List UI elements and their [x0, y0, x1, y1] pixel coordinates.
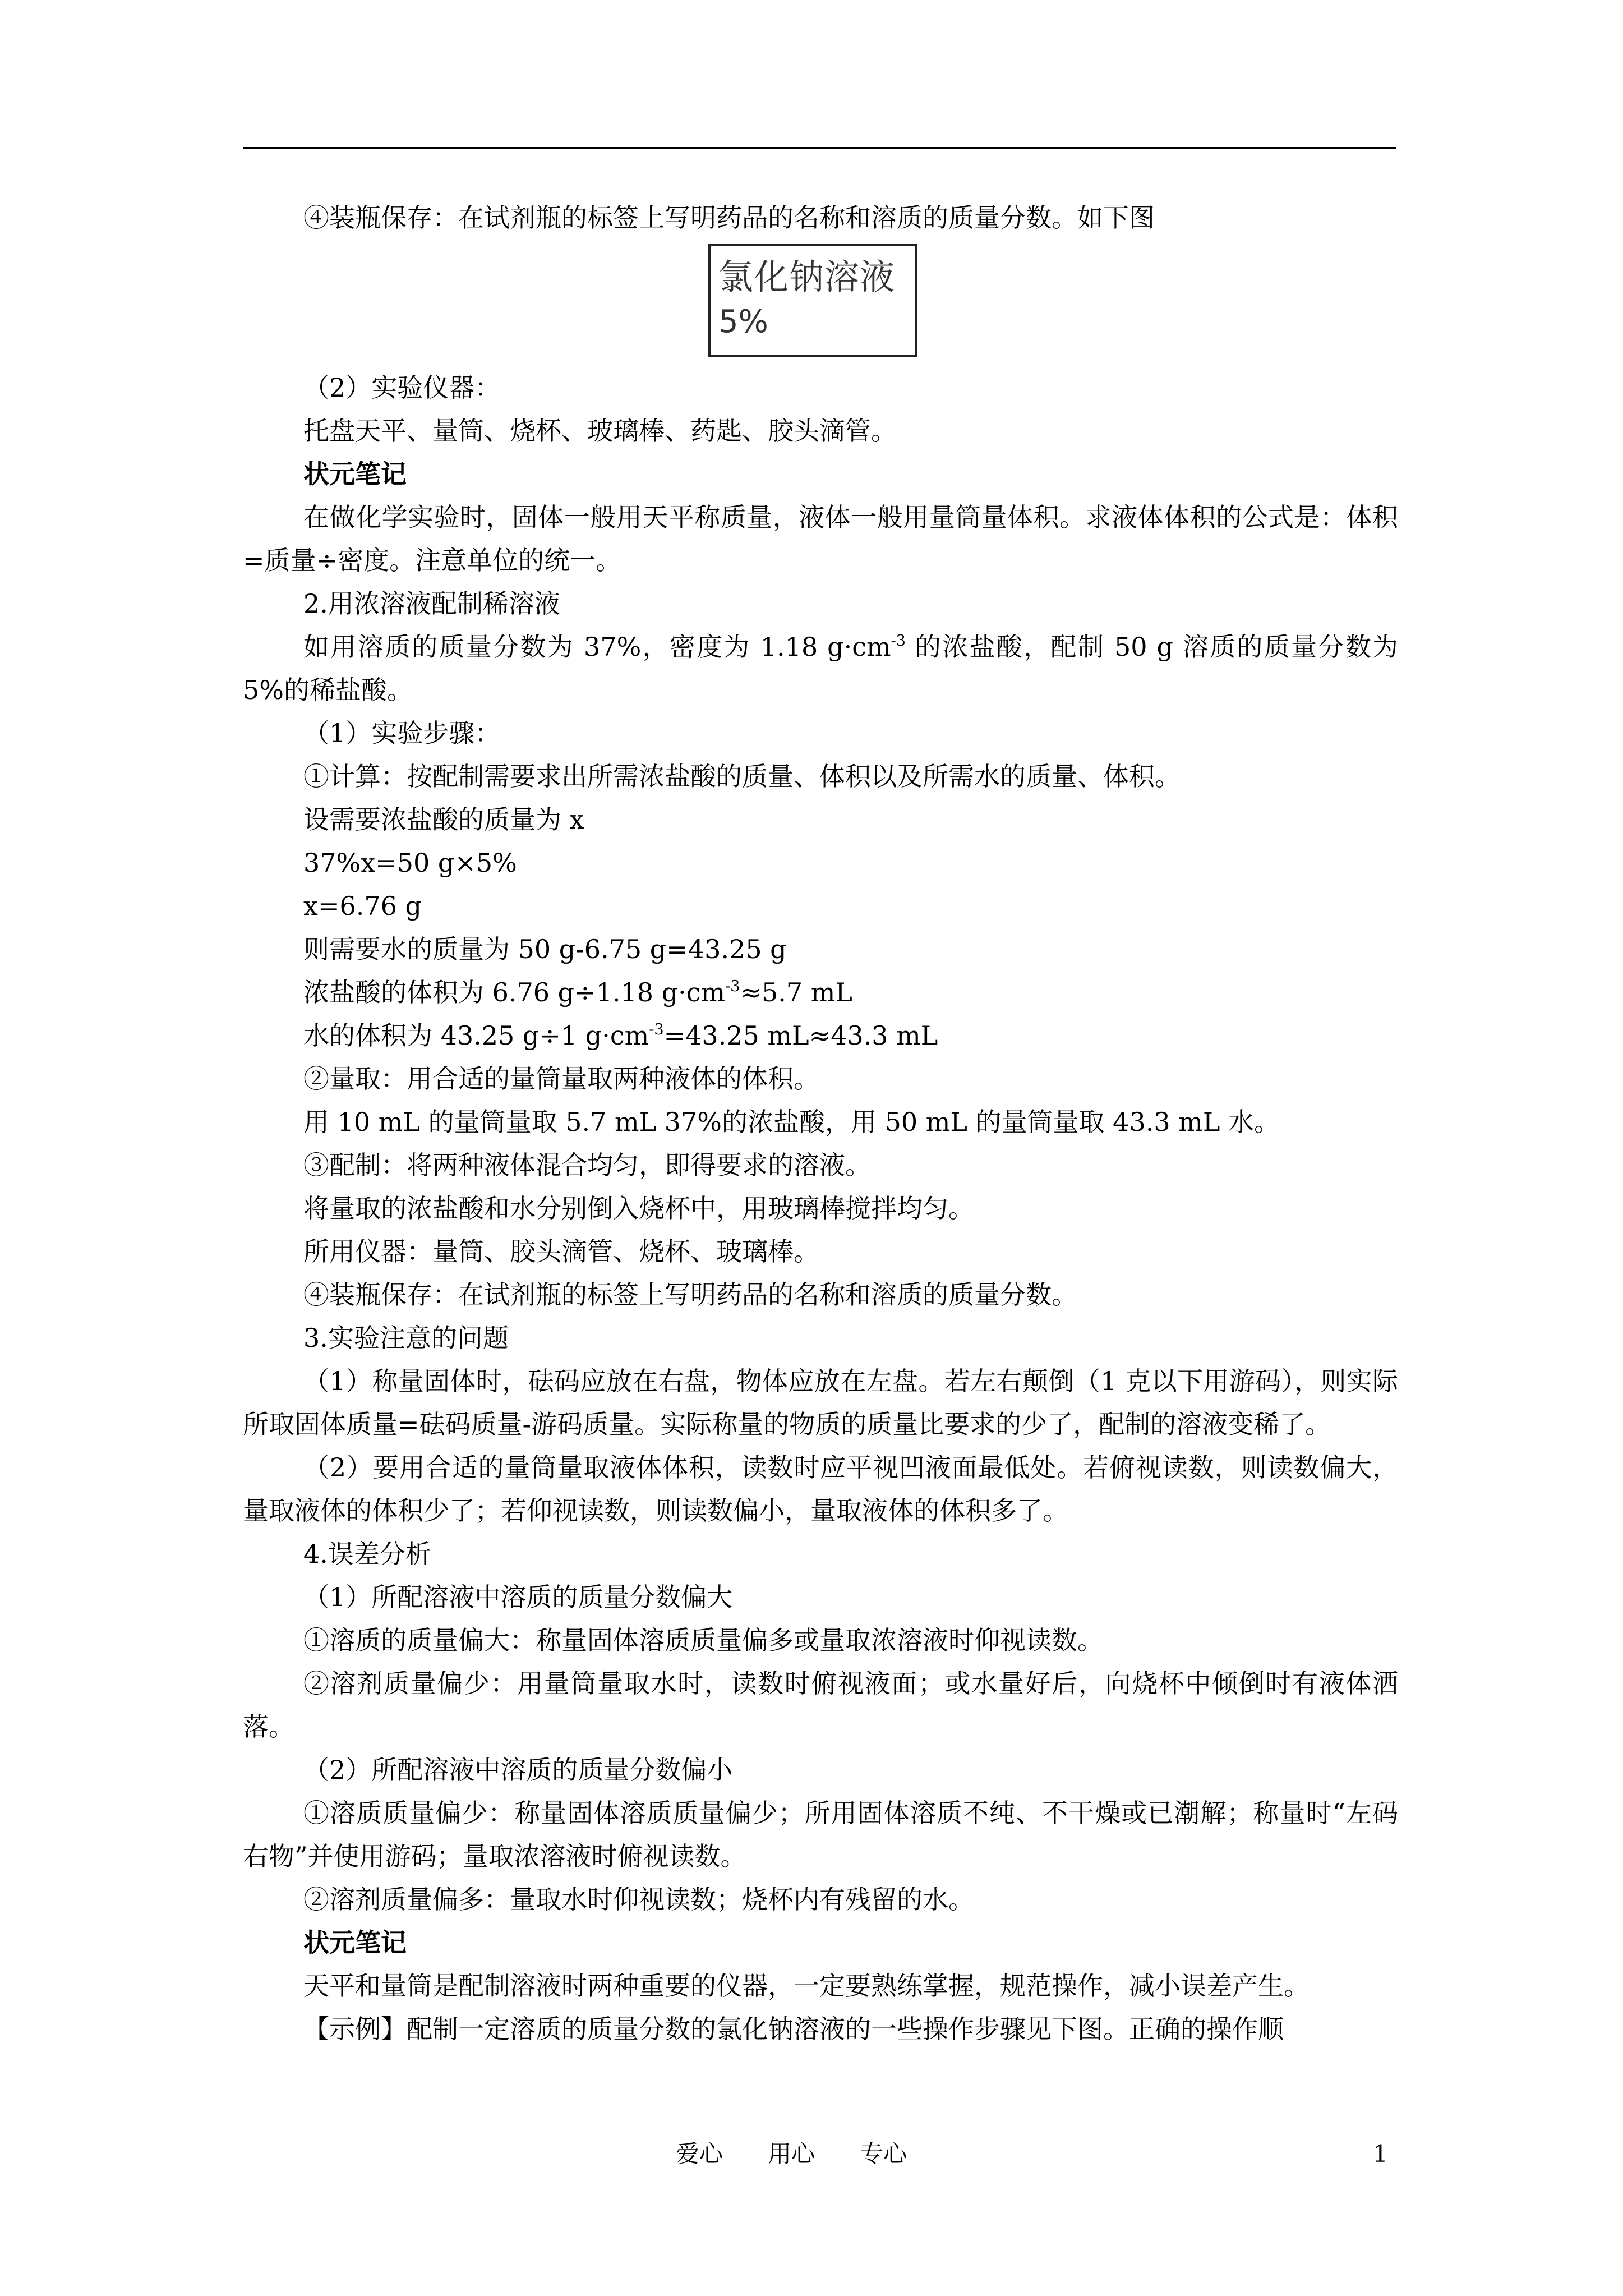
paragraph: （2）所配溶液中溶质的质量分数偏小 — [303, 1755, 733, 1785]
section-heading: 4.误差分析 — [303, 1539, 431, 1569]
paragraph: 用 10 mL 的量筒量取 5.7 mL 37%的浓盐酸，用 50 mL 的量筒量取 43.3 mL 水。 — [303, 1107, 1280, 1137]
paragraph: 【示例】配制一定溶质的质量分数的氯化钠溶液的一些操作步骤见下图。正确的操作顺 — [303, 2014, 1284, 2044]
paragraph: 浓盐酸的体积为 6.76 g÷1.18 $g\cdot cm^{-3}\approx 5.7$ mL — [303, 977, 852, 1007]
paragraph: 所用仪器：量筒、胶头滴管、烧杯、玻璃棒。 — [303, 1236, 819, 1267]
paragraph: 将量取的浓盐酸和水分别倒入烧杯中，用玻璃棒搅拌均匀。 — [303, 1193, 974, 1223]
paragraph: 在做化学实验时，固体一般用天平称质量，液体一般用量筒量体积。求液体体积的公式是：体积=质量÷密度。注意单位的统一。 — [243, 502, 1398, 576]
document-body — [243, 196, 1398, 2051]
paragraph: ①溶质的质量偏大：称量固体溶质质量偏多或量取浓溶液时仰视读数。 — [303, 1625, 1103, 1655]
paragraph: ②溶剂质量偏多：量取水时仰视读数；烧杯内有残留的水。 — [303, 1884, 974, 1915]
paragraph: 天平和量筒是配制溶液时两种重要的仪器，一定要熟练掌握，规范操作，减小误差产生。 — [303, 1971, 1310, 2001]
paragraph: ④装瓶保存：在试剂瓶的标签上写明药品的名称和溶质的质量分数。 — [303, 1280, 1077, 1310]
paragraph: （1）实验步骤： — [303, 718, 501, 748]
paragraph: 水的体积为 43.25 g÷1 $g\cdot cm^{-3}=43.25$ mL≈43.3 mL — [303, 1020, 938, 1051]
reagent-label-name: 氯化钠溶液 — [718, 256, 896, 297]
paragraph: 托盘天平、量筒、烧杯、玻璃棒、药匙、胶头滴管。 — [303, 416, 897, 446]
paragraph: （2）要用合适的量筒量取液体体积，读数时应平视凹液面最低处。若俯视读数，则读数偏大，量取液体的体积少了；若仰视读数，则读数偏小，量取液体的体积多了。 — [243, 1452, 1398, 1526]
paragraph: ①计算：按配制需要求出所需浓盐酸的质量、体积以及所需水的质量、体积。 — [303, 761, 1181, 792]
paragraph: ③配制：将两种液体混合均匀，即得要求的溶液。 — [303, 1150, 871, 1180]
paragraph: ④装瓶保存：在试剂瓶的标签上写明药品的名称和溶质的质量分数。如下图 — [303, 203, 1155, 233]
section-heading: 状元笔记 — [303, 459, 407, 489]
paragraph: 则需要水的质量为 50 g-6.75 g=43.25 g — [303, 934, 787, 964]
paragraph: ②溶剂质量偏少：用量筒量取水时，读数时俯视液面；或水量好后，向烧杯中倾倒时有液体洒落。 — [243, 1668, 1398, 1742]
reagent-label-percent: 5% — [718, 303, 768, 340]
reagent-label-figure — [708, 244, 917, 357]
paragraph: （1）称量固体时，砝码应放在右盘，物体应放在左盘。若左右颠倒（1 克以下用游码），则实际所取固体质量=砝码质量-游码质量。实际称量的物质的质量比要求的少了，配制的溶液变稀了。 — [243, 1366, 1398, 1439]
paragraph: ①溶质质量偏少：称量固体溶质质量偏少；所用固体溶质不纯、不干燥或已潮解；称量时“左码右物”并使用游码；量取浓溶液时俯视读数。 — [243, 1798, 1398, 1871]
paragraph: 设需要浓盐酸的质量为 x — [303, 804, 584, 835]
paragraph: （1）所配溶液中溶质的质量分数偏大 — [303, 1582, 733, 1612]
equation: x=6.76 g — [303, 891, 422, 921]
header-rule — [243, 147, 1396, 149]
paragraph: ②量取：用合适的量筒量取两种液体的体积。 — [303, 1064, 819, 1094]
paragraph: 如用溶质的质量分数为 37%，密度为 1.18 $g\cdot cm^{-3}$ 的浓盐酸，配制 50 g 溶质的质量分数为 5%的稀盐酸。 — [243, 632, 1399, 705]
section-heading: 2.用浓溶液配制稀溶液 — [303, 588, 560, 619]
footer-motto: 爱心 用心 专心 — [676, 2140, 907, 2168]
equation: 37%x=50 g×5% — [303, 848, 517, 878]
paragraph: （2）实验仪器： — [303, 372, 501, 403]
section-heading: 状元笔记 — [303, 1927, 407, 1958]
section-heading: 3.实验注意的问题 — [303, 1323, 509, 1353]
page-number: 1 — [1373, 2140, 1388, 2168]
